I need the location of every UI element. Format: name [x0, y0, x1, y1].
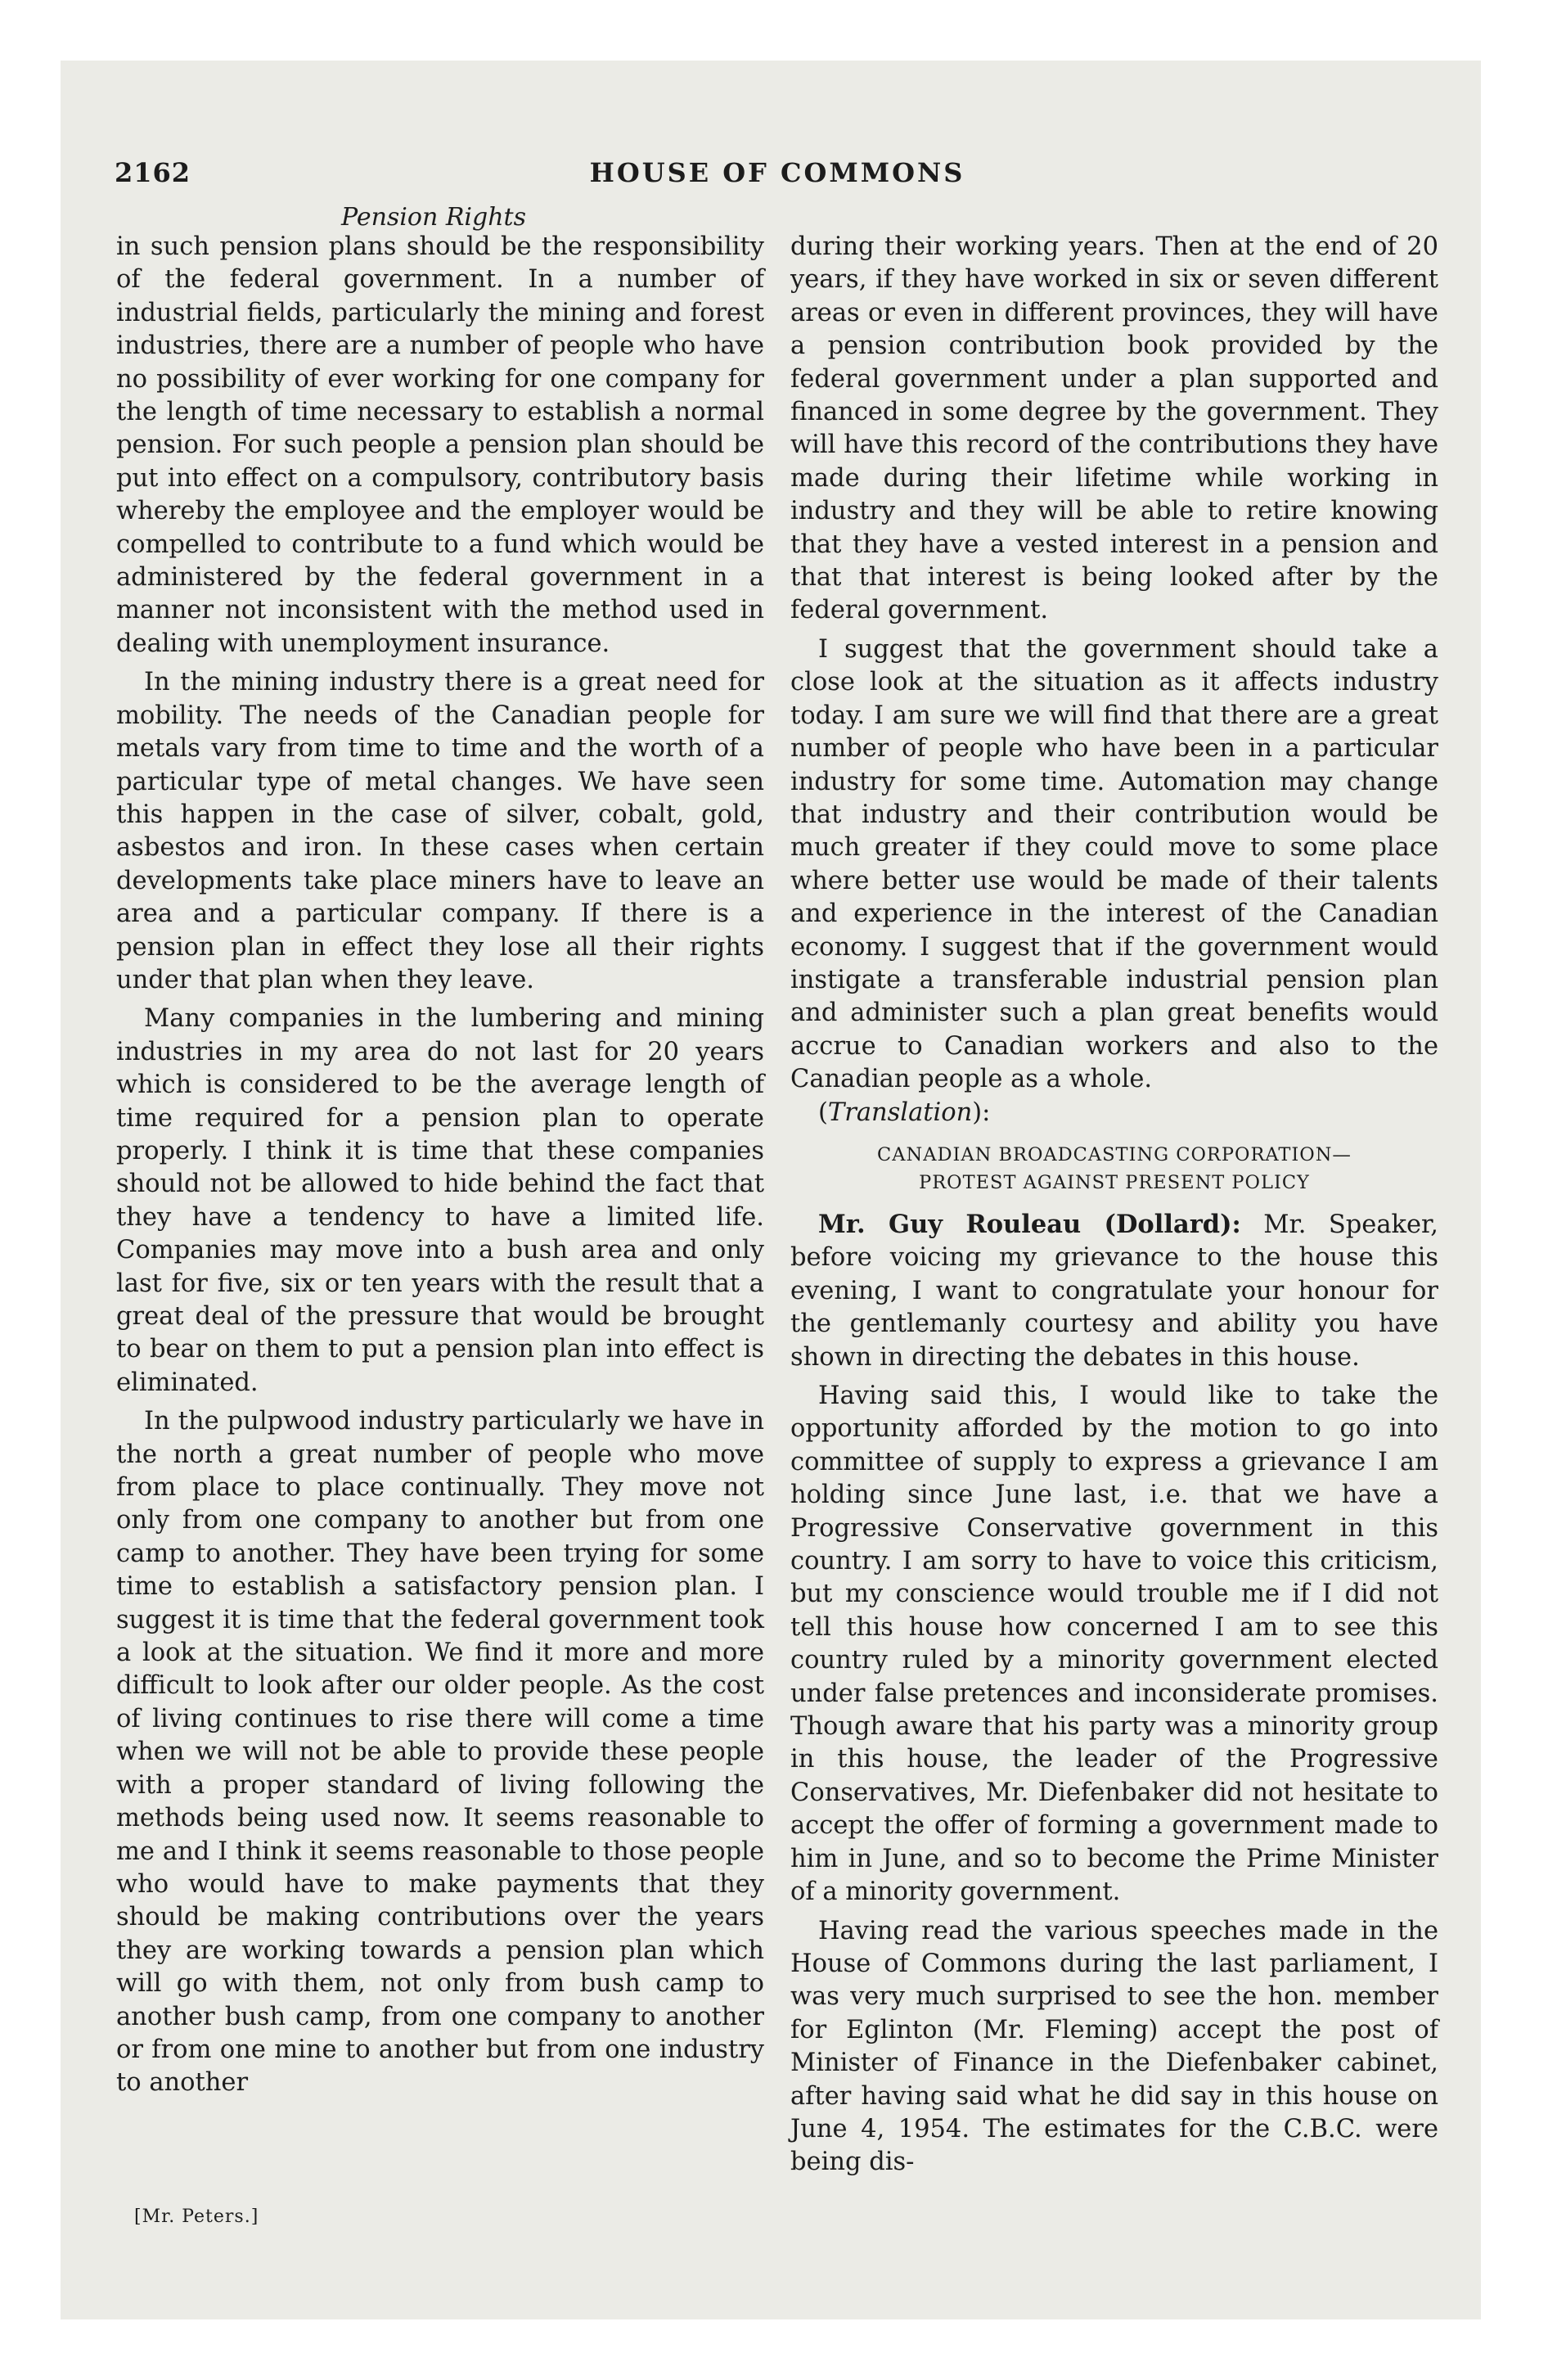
- page-header: [115, 157, 1440, 198]
- translation-close: ):: [972, 1098, 991, 1127]
- paragraph: in such pension plans should be the responsibility of the federal government. In a number of industrial fields, particularly the mining and forest industries, there are a number of people who have no possibility of ever working for one company for the length of time necessary to establish a normal pension. For such people a pension plan should be put into effect on a compulsory, contributory basis whereby the employee and the employer would be compelled to contribute to a fund which would be administered by the federal government in a manner not inconsistent with the method used in dealing with unemployment insurance.: [116, 232, 764, 658]
- paragraph: Having said this, I would like to take the opportunity afforded by the motion to go into committee of supply to express a grievance I am holding since June last, i.e. that we have a Progressive Conservative government in this country. I am sorry to have to voice this criticism, but my conscience would trouble me if I did not tell this house how concerned I am to see this country ruled by a minority government elected under false pretences and inconsiderate promises. Though aware that his party was a minority group in this house, the leader of the Progressive Conservatives, Mr. Diefenbaker did not hesitate to accept the offer of forming a government made to him in June, and so to become the Prime Minister of a minority government.: [790, 1382, 1438, 1907]
- paragraph: In the pulpwood industry particularly we have in the north a great number of people who move from place to place continually. They move not only from one company to another but from one camp to another. They have been trying for some time to establish a satisfactory pension plan. I suggest it is time that the federal government took a look at the situation. We find it more and more difficult to look after our older people. As the cost of living continues to rise there will come a time when we will not be able to provide these people with a proper standard of living following the methods being used now. It seems reasonable to me and I think it seems reasonable to those people who would have to make payments that they should be making contributions over the years they are working towards a pension plan which will go with them, not only from bush camp to another bush camp, from one company to another or from one mine to another but from one industry to another: [116, 1407, 764, 2098]
- left-column: [116, 231, 764, 2100]
- right-column: [790, 231, 1438, 2179]
- translation-open: (: [818, 1098, 828, 1127]
- section-heading: Pension Rights: [341, 203, 526, 232]
- translation-label: Translation: [827, 1098, 973, 1127]
- debate-heading-line: CANADIAN BROADCASTING CORPORATION—: [877, 1143, 1352, 1165]
- paragraph: Having read the various speeches made in the House of Commons during the last parliament, I was very much surprised to see the hon. member for Eglinton (Mr. Fleming) accept the post of Minister of Finance in the Diefenbaker cabinet, after having said what he did say in this house on June 4, 1954. The estimates for the C.B.C. were being dis-: [790, 1916, 1438, 2177]
- speech-text: Mr. Speaker, before voicing my grievance to the house this evening, I want to congratulate your honour for the gentlemanly courtesy and ability you have shown in directing the debates in this house.: [790, 1210, 1438, 1372]
- speech-paragraph: [790, 1208, 1438, 1374]
- paragraph: during their working years. Then at the end of 20 years, if they have worked in six or seven different areas or even in different provinces, they will have a pension contribution book provided by the federal government under a plan supported and financed in some degree by the government. They will have this record of the contributions they have made during their lifetime while working in industry and they will be able to retire knowing that they have a vested interest in a pension and that that interest is being looked after by the federal government.: [790, 232, 1438, 625]
- debate-heading-line: PROTEST AGAINST PRESENT POLICY: [919, 1171, 1310, 1193]
- paragraph: In the mining industry there is a great need for mobility. The needs of the Canadian people for metals vary from time to time and the worth of a particular type of metal changes. We have seen this happen in the case of silver, cobalt, gold, asbestos and iron. In these cases when certain developments take place miners have to leave an area and a particular company. If there is a pension plan in effect they lose all their rights under that plan when they leave.: [116, 668, 764, 994]
- translation-note: [790, 1097, 1438, 1129]
- running-head: HOUSE OF COMMONS: [589, 157, 965, 188]
- paragraph: I suggest that the government should take a close look at the situation as it affects industry today. I am sure we will find that there are a great number of people who have been in a particular industry for some time. Automation may change that industry and their contribution would be much greater if they could move to some place where better use would be made of their talents and experience in the interest of the Canadian economy. I suggest that if the government would instigate a transferable industrial pension plan and administer such a plan great benefits would accrue to Canadian workers and also to the Canadian people as a whole.: [790, 634, 1438, 1094]
- paragraph: Many companies in the lumbering and mining industries in my area do not last for 20 years which is considered to be the average length of time required for a pension plan to operate properly. I think it is time that these companies should not be allowed to hide behind the fact that they have a tendency to have a limited life. Companies may move into a bush area and only last for five, six or ten years with the result that a great deal of the pressure that would be brought to bear on them to put a pension plan into effect is eliminated.: [116, 1004, 764, 1397]
- page-number: 2162: [115, 157, 191, 188]
- debate-heading: [790, 1141, 1438, 1197]
- footer-speaker-note: [Mr. Peters.]: [134, 2206, 259, 2227]
- speaker-name: Mr. Guy Rouleau (Dollard):: [818, 1209, 1241, 1239]
